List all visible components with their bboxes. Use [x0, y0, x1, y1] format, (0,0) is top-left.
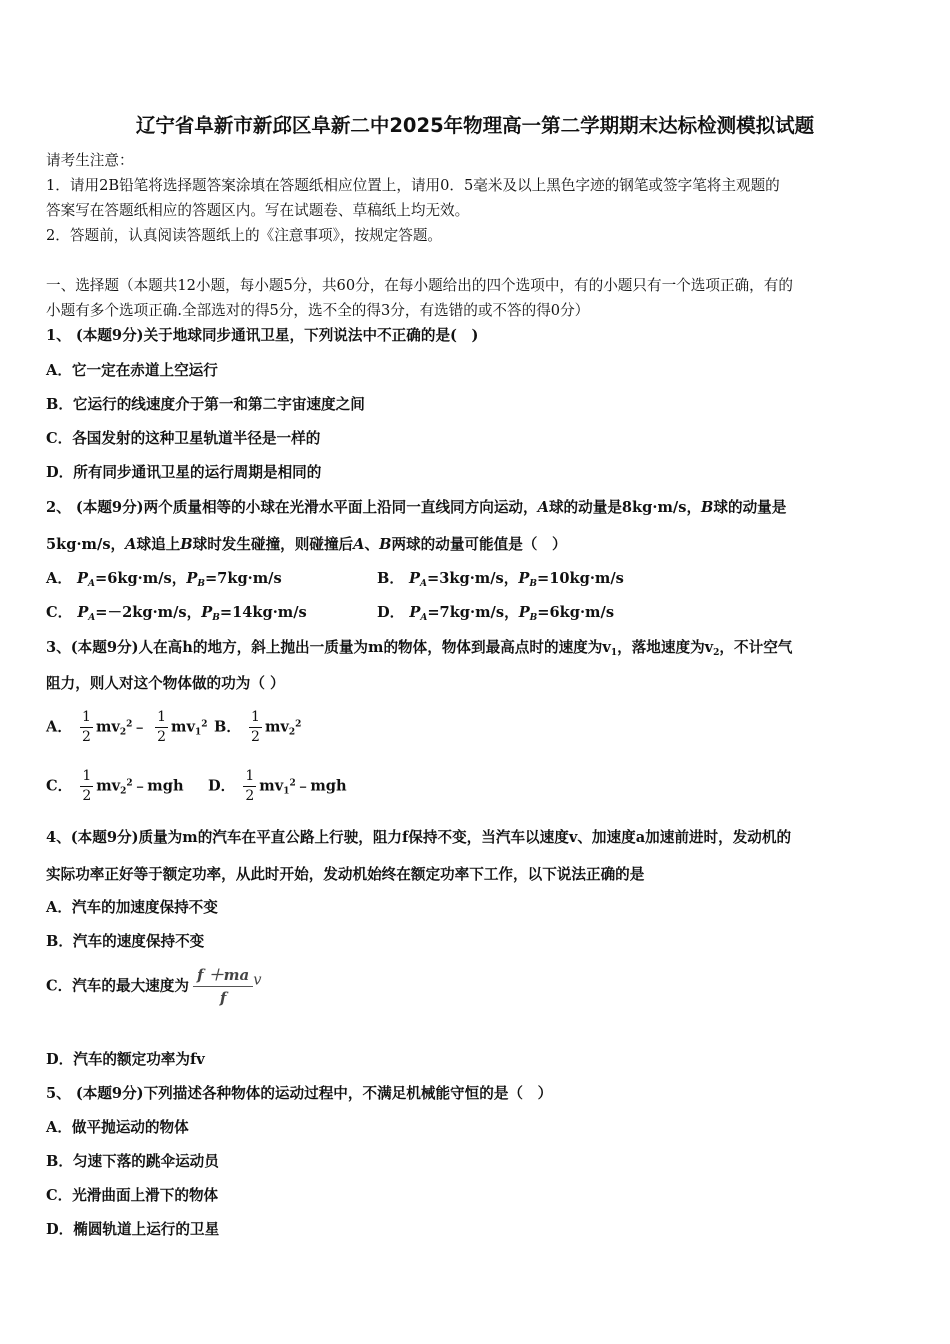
question-3-option-a: A． $\frac{1}{2}$ $mv_2^2﹣$ $\frac{1}{2}$ $mv_1^2$	[46, 709, 208, 745]
question-3-option-b: B． $\frac{1}{2}$ $mv_2^2$	[214, 709, 302, 745]
max-speed-fraction: $\frac{f +ma}{f}$	[193, 964, 253, 1009]
question-1-stem: 1、 (本题9分)关于地球同步通讯卫星，下列说法中不正确的是( )	[46, 327, 479, 344]
fraction-half: $\frac{1}{2}$	[157, 709, 167, 745]
question-1-option-c: C．各国发射的这种卫星轨道半径是一样的	[46, 430, 321, 447]
question-5-option-a: A．做平抛运动的物体	[46, 1119, 189, 1136]
question-4-stem-line-1: 4、(本题9分)质量为m的汽车在平直公路上行驶，阻力f保持不变，当汽车以速度v、加速度a加速前进时，发动机的	[46, 829, 792, 846]
question-4-option-b: B．汽车的速度保持不变	[46, 933, 205, 950]
question-4-option-a: A．汽车的加速度保持不变	[46, 899, 218, 916]
section-heading-line-1: 一、选择题（本题共12小题，每小题5分，共60分，在每小题给出的四个选项中，有的小题只有一个选项正确，有的	[46, 277, 793, 294]
question-2-option-b: B． $P_A=3kg\cdot m/s$，$P_B=10kg\cdot m/s$	[377, 570, 624, 589]
question-1-option-a: A．它一定在赤道上空运行	[46, 362, 218, 379]
question-5-stem: 5、 (本题9分)下列描述各种物体的运动过程中，不满足机械能守恒的是（ ）	[46, 1085, 553, 1102]
question-2-option-a: A． $P_A=6kg\cdot m/s$，$P_B=7kg\cdot m/s$	[46, 570, 282, 589]
question-4-option-d: D．汽车的额定功率为fv	[46, 1051, 205, 1068]
fraction-half: $\frac{1}{2}$	[245, 768, 255, 804]
question-4-option-c: C．汽车的最大速度为 $\frac{f +ma}{f}$ v	[46, 966, 262, 1007]
fraction-half: $\frac{1}{2}$	[82, 709, 91, 745]
question-3-option-d: D． $\frac{1}{2}$ $mv_1^2﹣mgh$	[208, 768, 347, 804]
fraction-half: $\frac{1}{2}$	[251, 709, 260, 745]
question-2-option-c: C． $P_A=-2kg\cdot m/s$，$P_B=14kg\cdot m/s$	[46, 604, 307, 623]
question-1-option-b: B．它运行的线速度介于第一和第二宇宙速度之间	[46, 396, 365, 413]
question-3-option-c: C． $\frac{1}{2}$ $mv_2^2﹣mgh$	[46, 768, 184, 804]
question-3-stem-line-2: 阻力，则人对这个物体做的功为（ ）	[46, 675, 285, 692]
question-5-option-b: B．匀速下落的跳伞运动员	[46, 1153, 219, 1170]
question-2-stem-line-2: 5kg·m/s，A球追上B球时发生碰撞，则碰撞后A、B两球的动量可能值是（ ）	[46, 536, 567, 553]
fraction-half: $\frac{1}{2}$	[82, 768, 92, 804]
notice-heading: 请考生注意：	[46, 152, 134, 169]
notice-line-1: 1．请用2B铅笔将选择题答案涂填在答题纸相应位置上，请用0．5毫米及以上黑色字迹的钢笔或签字笔将主观题的	[46, 177, 780, 194]
question-3-stem-line-1: 3、(本题9分)人在高h的地方，斜上抛出一质量为m的物体，物体到最高点时的速度为$v_1$，落地速度为$v_2$，不计空气	[46, 639, 793, 658]
notice-line-3: 2．答题前，认真阅读答题纸上的《注意事项》，按规定答题。	[46, 227, 443, 244]
question-5-option-c: C．光滑曲面上滑下的物体	[46, 1187, 219, 1204]
notice-line-2: 答案写在答题纸相应的答题区内。写在试题卷、草稿纸上均无效。	[46, 202, 470, 219]
question-2-stem-line-1: 2、 (本题9分)两个质量相等的小球在光滑水平面上沿同一直线同方向运动，A球的动量是8kg·m/s，B球的动量是	[46, 499, 787, 516]
question-5-option-d: D．椭圆轨道上运行的卫星	[46, 1221, 220, 1238]
question-1-option-d: D．所有同步通讯卫星的运行周期是相同的	[46, 464, 322, 481]
question-2-option-d: D． $P_A=7kg\cdot m/s$，$P_B=6kg\cdot m/s$	[377, 604, 615, 623]
page-title: 辽宁省阜新市新邱区阜新二中2025年物理高一第二学期期末达标检测模拟试题	[135, 114, 815, 137]
question-4-stem-line-2: 实际功率正好等于额定功率，从此时开始，发动机始终在额定功率下工作，以下说法正确的是	[46, 866, 645, 883]
section-heading-line-2: 小题有多个选项正确.全部选对的得5分，选不全的得3分，有选错的或不答的得0分）	[46, 302, 590, 319]
